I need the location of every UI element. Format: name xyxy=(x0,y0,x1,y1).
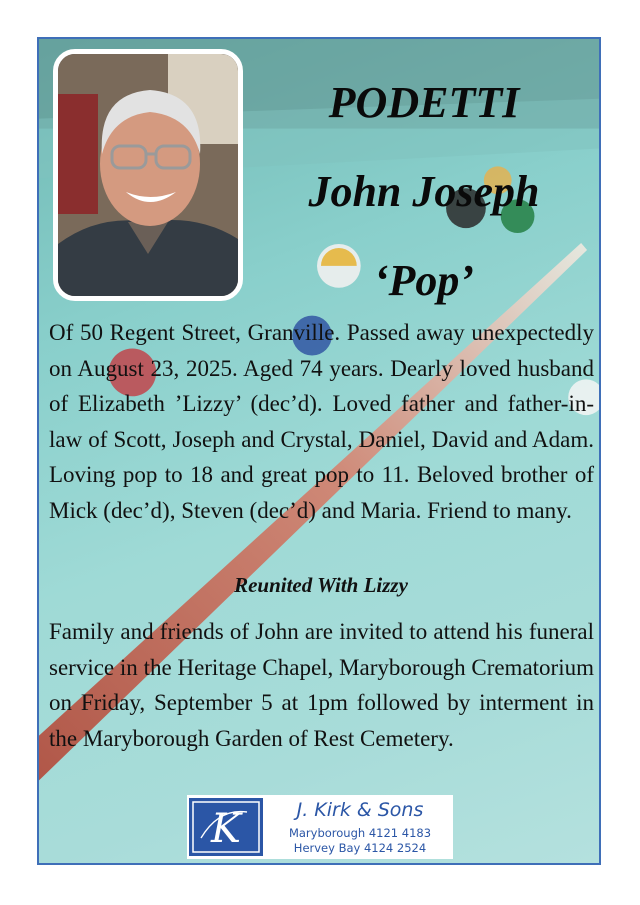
surname-heading: PODETTI xyxy=(328,78,520,127)
monogram-letter: K xyxy=(211,806,241,852)
monogram-k-icon xyxy=(189,798,263,856)
funeral-director-logo xyxy=(187,795,453,859)
phone-maryborough: Maryborough 4121 4183 xyxy=(288,826,432,840)
nickname-heading: ‘Pop’ xyxy=(373,256,475,305)
reunited-line: Reunited With Lizzy xyxy=(234,573,408,597)
notice-paragraph: Of 50 Regent Street, Granville. Passed away unexpectedly on August 23, 2025. Aged 74 years. Dearly loved husband of Elizabeth ’Lizzy’ (dec’d). Loved father and father-in-law of Scott, Joseph and Crystal, Daniel, David and Adam. Loving pop to 18 and great pop to 11. Beloved brother of Mick (dec’d), Steven (dec’d) and Maria. Friend to many. xyxy=(49,320,594,523)
phone-hervey-bay: Hervey Bay 4124 2524 xyxy=(293,841,427,855)
death-notice-card xyxy=(37,37,601,865)
funeral-service-paragraph: Family and friends of John are invited to attend his funeral service in the Heritage Chapel, Maryborough Crematorium on Friday, September 5 at 1pm followed by interment in the Maryborough Garden of Rest Cemetery. xyxy=(49,619,594,751)
given-names-heading: John Joseph xyxy=(308,167,540,216)
funeral-director-name: J. Kirk & Sons xyxy=(296,799,424,821)
portrait-photo xyxy=(53,49,243,301)
